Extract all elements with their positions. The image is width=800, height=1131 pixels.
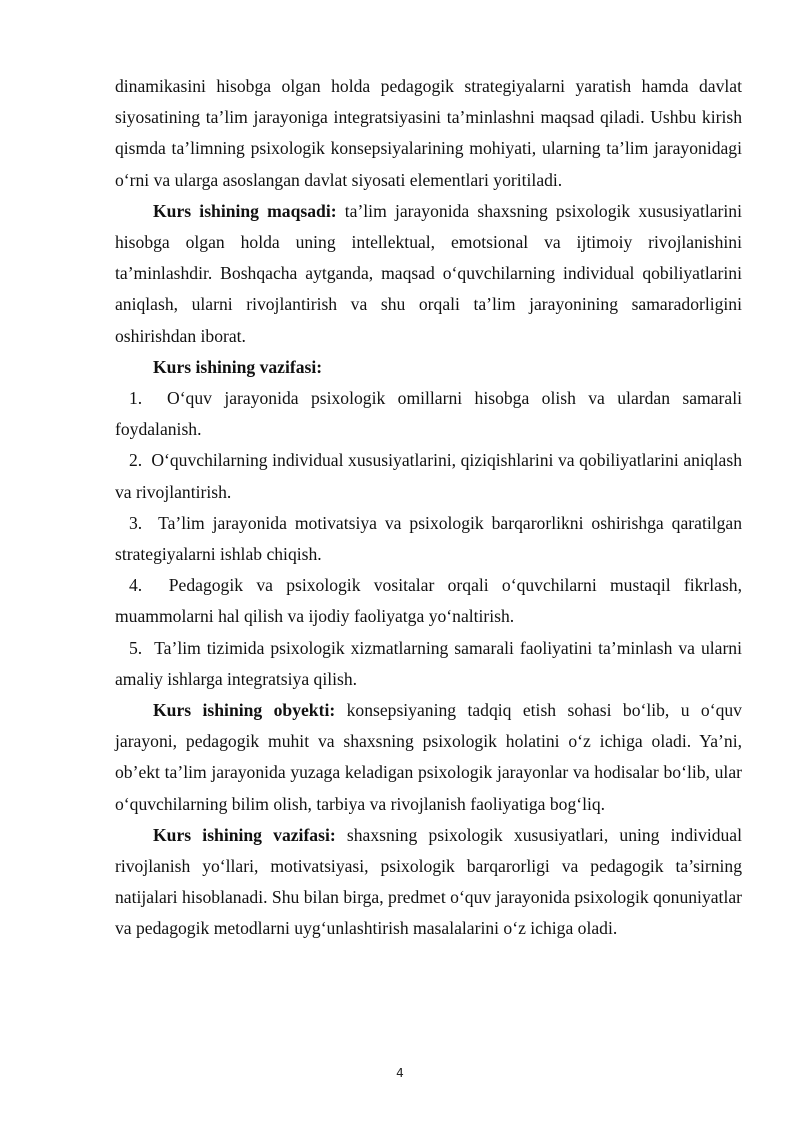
object-text: konsepsiyaning tadqiq etish sohasi bo‘lib, u o‘quv jarayoni, pedagogik muhit va shaxsning psixologik holatini o‘z ichiga oladi. Ya’ni, ob’ekt ta’lim jarayonida yuzaga keladigan psixologik jarayonlar va hodisalar bo‘lib, ular o‘quvchilarning bilim olish, tarbiya va rivojlanish faoliyatiga bog‘liq.	[115, 700, 742, 814]
goal-paragraph	[115, 196, 742, 352]
task-item-2	[115, 445, 742, 507]
subject-paragraph	[115, 820, 742, 945]
object-label: Kurs ishining obyekti:	[153, 700, 336, 721]
task-text: O‘quvchilarning individual xususiyatlarini, qiziqishlarini va qobiliyatlarini aniqlash va rivojlantirish.	[115, 450, 742, 502]
tasks-heading: Kurs ishining vazifasi:	[153, 356, 323, 377]
task-number: 4.	[129, 575, 143, 596]
goal-text: ta’lim jarayonida shaxsning psixologik xususiyatlarini hisobga olgan holda uning intellektual, emotsional va ijtimoiy rivojlanishini ta’minlashdir. Boshqacha aytganda, maqsad o‘quvchilarning individual qobiliyatlarini aniqlash, ularni rivojlantirish va shu orqali ta’lim jarayonining samaradorligini oshirishdan iborat.	[115, 200, 742, 346]
task-number: 3.	[129, 512, 143, 533]
task-item-3	[115, 508, 742, 570]
object-paragraph	[115, 695, 742, 820]
task-text: Ta’lim jarayonida motivatsiya va psixologik barqarorlikni oshirishga qaratilgan strategiyalarni ishlab chiqish.	[115, 512, 743, 565]
task-text: Pedagogik va psixologik vositalar orqali o‘quvchilarni mustaqil fikrlash, muammolarni hal qilish va ijodiy faoliyatga yo‘naltirish.	[115, 575, 743, 627]
task-item-1	[115, 383, 742, 445]
intro-paragraph: dinamikasini hisobga olgan holda pedagogik strategiyalarni yaratish hamda davlat siyosatining ta’lim jarayoniga integratsiyasini ta’minlashni maqsad qiladi. Ushbu kirish qismda ta’limning psixologik konsepsiyalarining mohiyati, ularning ta’lim jarayonidagi o‘rni va ularga asoslangan davlat siyosati elementlari yoritiladi.	[115, 76, 742, 190]
document-page	[115, 71, 742, 945]
task-text: O‘quv jarayonida psixologik omillarni hisobga olish va ulardan samarali foydalanish.	[115, 388, 742, 440]
task-number: 5.	[129, 637, 143, 658]
goal-label: Kurs ishining maqsadi:	[153, 200, 337, 221]
task-text: Ta’lim tizimida psixologik xizmatlarning samarali faoliyatini ta’minlash va ularni amaliy ishlarga integratsiya qilish.	[115, 637, 742, 689]
task-number: 2.	[129, 450, 143, 471]
page-number: 4	[396, 1066, 404, 1080]
subject-label: Kurs ishining vazifasi:	[153, 824, 336, 845]
task-number: 1.	[129, 388, 143, 409]
task-item-5	[115, 633, 742, 695]
subject-text: shaxsning psixologik xususiyatlari, uning individual rivojlanish yo‘llari, motivatsiyasi, psixologik barqarorligi va pedagogik ta’sirning natijalari hisoblanadi. Shu bilan birga, predmet o‘quv jarayonida psixologik qonuniyatlar va pedagogik metodlarni uyg‘unlashtirish masalalarini o‘z ichiga oladi.	[115, 824, 742, 939]
task-item-4	[115, 570, 742, 632]
